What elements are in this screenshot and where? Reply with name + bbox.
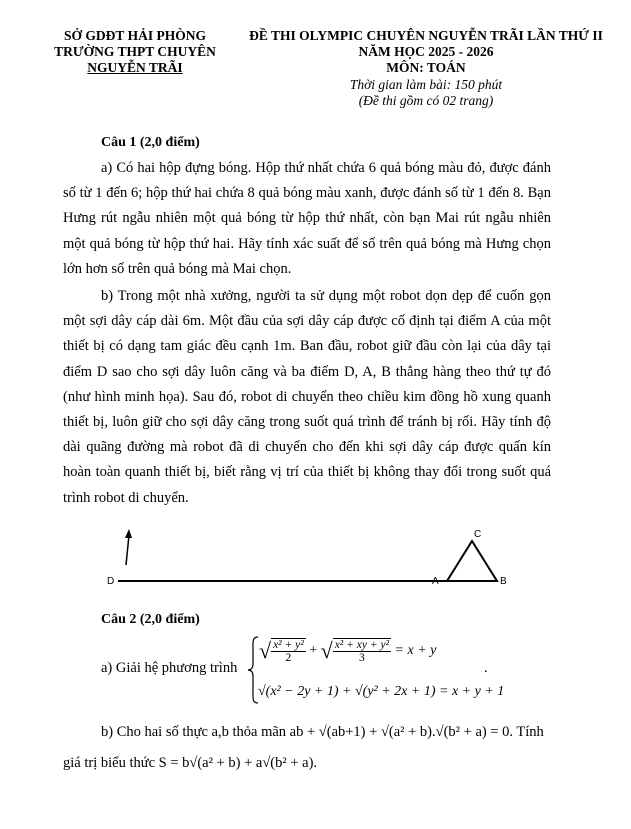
eq1-rhs: = x + y bbox=[394, 643, 437, 658]
system-end-dot: . bbox=[484, 660, 488, 676]
exam-title: ĐỀ THI OLYMPIC CHUYÊN NGUYỄN TRÃI LẦN THỨ II bbox=[249, 28, 603, 43]
eq1-frac2-num: x² + xy + y² bbox=[334, 639, 390, 651]
q2-b-line2: giá trị biểu thức S = b√(a² + b) + a√(b² + a). bbox=[63, 755, 318, 771]
label-C: C bbox=[474, 529, 482, 540]
label-A: A bbox=[432, 576, 439, 587]
label-D: D bbox=[107, 576, 115, 587]
school-name-2 bbox=[40, 60, 230, 76]
q1-part-b-text: b) Trong một nhà xưởng, người ta sử dụng một robot dọn dẹp để cuốn gọn một sợi dây cáp dài 6m. Một đầu của sợi dây cáp được cố định tại điểm A của một thiết bị có dạng tam giác đều cạnh 1m. Ban đầu, robot giữ đầu còn lại của dây tại điểm D sao cho sợi dây luôn căng và ba điểm D, A, B thẳng hàng theo thứ tự đó (như hình minh họa). Sau đó, robot di chuyển theo chiều kim đồng hồ xung quanh thiết bị, luôn giữ cho sợi dây căng trong suốt quá trình để tránh bị rối. Hãy tính độ dài quãng đường mà robot đã di chuyển cho đến khi sợi dây cáp được quấn kín hoàn toàn quanh thiết bị, biết rằng vị trí của thiết bị không thay đổi trong suốt quá trình robot di chuyển. bbox=[63, 288, 551, 506]
exam-subject: MÔN: TOÁN bbox=[386, 60, 466, 75]
eq1-frac1-num: x² + y² bbox=[273, 639, 304, 651]
q1-part-a-text: a) Có hai hộp đựng bóng. Hộp thứ nhất chứa 6 quả bóng màu đỏ, được đánh số từ 1 đến 6; hộp thứ hai chứa 8 quả bóng màu xanh, được đánh số từ 1 đến 8. Bạn Hưng rút ngẫu nhiên một quả bóng từ hộp thứ nhất, còn bạn Mai rút ngẫu nhiên một quả bóng từ hộp thứ hai. Hãy tính xác suất để số trên quả bóng mà Hưng chọn lớn hơn số trên quả bóng mà Mai chọn. bbox=[63, 160, 551, 277]
robot-arrow-head bbox=[125, 529, 132, 538]
label-B: B bbox=[500, 576, 507, 587]
exam-time: Thời gian làm bài: 150 phút bbox=[349, 77, 503, 92]
q2-title: Câu 2 (2,0 điểm) bbox=[101, 612, 200, 627]
q2-a-prefix: a) Giải hệ phương trình bbox=[101, 660, 238, 676]
q1-title: Câu 1 (2,0 điểm) bbox=[101, 135, 200, 150]
q2-b-line1: b) Cho hai số thực a,b thỏa mãn ab + √(ab+1) + √(a² + b).√(b² + a) = 0. Tính bbox=[101, 724, 544, 740]
dept-name: SỞ GDĐT HẢI PHÒNG bbox=[64, 28, 206, 43]
eq1-frac1-den: 2 bbox=[285, 652, 292, 664]
eq1-frac2-den: 3 bbox=[358, 652, 365, 664]
triangle-device bbox=[447, 541, 497, 581]
school-name: TRƯỜNG THPT CHUYÊN bbox=[54, 44, 216, 59]
exam-pages: (Đề thi gồm có 02 trang) bbox=[358, 93, 494, 108]
q1-part-a bbox=[63, 156, 551, 282]
school-name-2-text: NGUYỄN TRÃI bbox=[87, 60, 183, 75]
system-eq2: √(x² − 2y + 1) + √(y² + 2x + 1) = x + y + 1 bbox=[258, 684, 505, 699]
q1-part-b bbox=[63, 284, 551, 511]
system-eq1: √ $\frac{\text{x² + y²}}{2}$ + √ $\frac{\text{x² + xy + y²}}{3}$ = x + y bbox=[259, 638, 437, 664]
robot-arrow-shaft bbox=[126, 535, 129, 565]
q1-figure bbox=[100, 525, 520, 595]
exam-year: NĂM HỌC 2025 - 2026 bbox=[358, 44, 494, 59]
